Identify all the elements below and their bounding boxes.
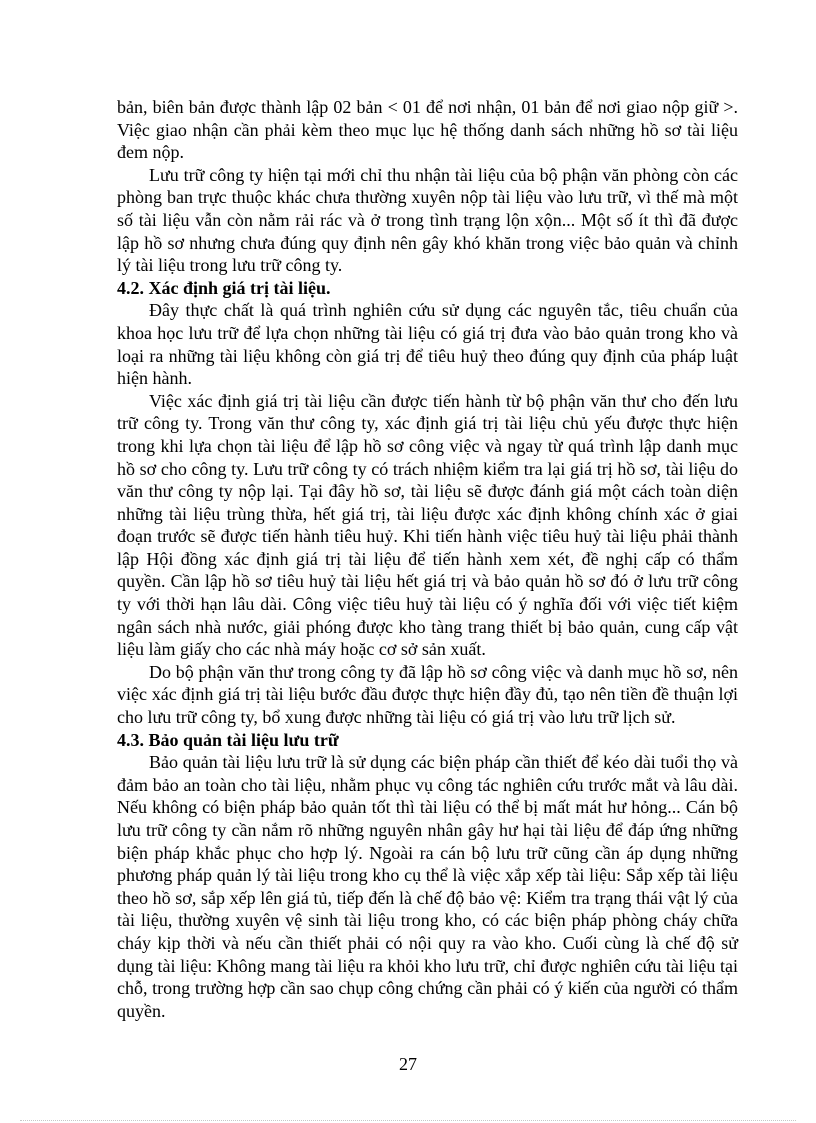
page-bottom-divider <box>20 1120 796 1121</box>
section-heading-4-3: 4.3. Bảo quản tài liệu lưu trữ <box>117 729 339 750</box>
paragraph-valuation-result: Do bộ phận văn thư trong công ty đã lập hồ sơ công việc và danh mục hồ sơ, nên việc xác định giá trị tài liệu bước đầu được thực hiện đầy đủ, tạo nên tiền đề thuận lợi cho lưu trữ công ty, bổ xung được những tài liệu có giá trị vào lưu trữ lịch sử. <box>117 661 738 728</box>
section-heading-4-2: 4.2. Xác định giá trị tài liệu. <box>117 277 331 298</box>
paragraph-continued: bản, biên bản được thành lập 02 bản < 01 để nơi nhận, 01 bản để nơi giao nộp giữ >. Việc giao nhận cần phải kèm theo mục lục hệ thống danh sách những hồ sơ tài liệu đem nộp. <box>117 97 738 163</box>
paragraph-valuation-definition: Đây thực chất là quá trình nghiên cứu sử dụng các nguyên tắc, tiêu chuẩn của khoa học lưu trữ để lựa chọn những tài liệu có giá trị đưa vào bảo quản trong kho và loại ra những tài liệu không còn giá trị để tiêu huỷ theo đúng quy định của pháp luật hiện hành. <box>117 300 738 389</box>
paragraph-valuation-process: Việc xác định giá trị tài liệu cần được tiến hành từ bộ phận văn thư cho đến lưu trữ công ty. Trong văn thư công ty, xác định giá trị tài liệu chủ yếu được thực hiện trong khi lựa chọn tài liệu để lập hồ sơ công việc và ngay từ quá trình lập danh mục hồ sơ cho công ty. Lưu trữ công ty có trách nhiệm kiểm tra lại giá trị hồ sơ, tài liệu do văn thư công ty nộp lại. Tại đây hồ sơ, tài liệu sẽ được đánh giá một cách toàn diện những tài liệu trùng thừa, hết giá trị, tài liệu được xác định không chính xác ở giai đoạn trước sẽ được tiến hành tiêu huỷ. Khi tiến hành việc tiêu huỷ tài liệu phải thành lập Hội đồng xác định giá trị tài liệu để tiến hành xem xét, đề nghị cấp có thẩm quyền. Cần lập hồ sơ tiêu huỷ tài liệu hết giá trị và bảo quản hồ sơ đó ở lưu trữ công ty với thời hạn lâu dài. Công việc tiêu huỷ tài liệu có ý nghĩa đối với việc tiết kiệm ngân sách nhà nước, giải phóng được kho tàng trang thiết bị bảo quản, cung cấp vật liệu làm giấy cho các nhà máy hoặc cơ sở sản xuất. <box>117 390 738 660</box>
page-number: 27 <box>399 1054 417 1074</box>
paragraph-preservation: Bảo quản tài liệu lưu trữ là sử dụng các biện pháp cần thiết để kéo dài tuổi thọ và đảm bảo an toàn cho tài liệu, nhằm phục vụ công tác nghiên cứu trước mắt và lâu dài. Nếu không có biện pháp bảo quản tốt thì tài liệu có thể bị mất mát hư hỏng... Cán bộ lưu trữ công ty cần nắm rõ những nguyên nhân gây hư hại tài liệu để đáp ứng những biện pháp khắc phục cho hợp lý. Ngoài ra cán bộ lưu trữ cũng cần áp dụng những phương pháp quản lý tài liệu trong kho cụ thể là việc xắp xếp tài liệu: Sắp xếp tài liệu theo hồ sơ, sắp xếp lên giá tủ, tiếp đến là chế độ bảo vệ: Kiểm tra trạng thái vật lý của tài liệu, thường xuyên vệ sinh tài liệu trong kho, có các biện pháp phòng cháy chữa cháy kịp thời và nếu cần thiết phải có nội quy ra vào kho. Cuối cùng là chế độ sử dụng tài liệu: Không mang tài liệu ra khỏi kho lưu trữ, chỉ được nghiên cứu tài liệu tại chỗ, trong trường hợp cần sao chụp công chứng cần phải có ý kiến của người có thẩm quyền. <box>117 752 738 1021</box>
document-body <box>117 96 738 1022</box>
paragraph-archive-status: Lưu trữ công ty hiện tại mới chỉ thu nhận tài liệu của bộ phận văn phòng còn các phòng ban trực thuộc khác chưa thường xuyên nộp tài liệu vào lưu trữ, vì thế mà một số tài liệu vẫn còn nằm rải rác và ở trong tình trạng lộn xộn... Một số ít thì đã được lập hồ sơ nhưng chưa đúng quy định nên gây khó khăn trong việc bảo quản và chỉnh lý tài liệu trong lưu trữ công ty. <box>117 164 738 276</box>
